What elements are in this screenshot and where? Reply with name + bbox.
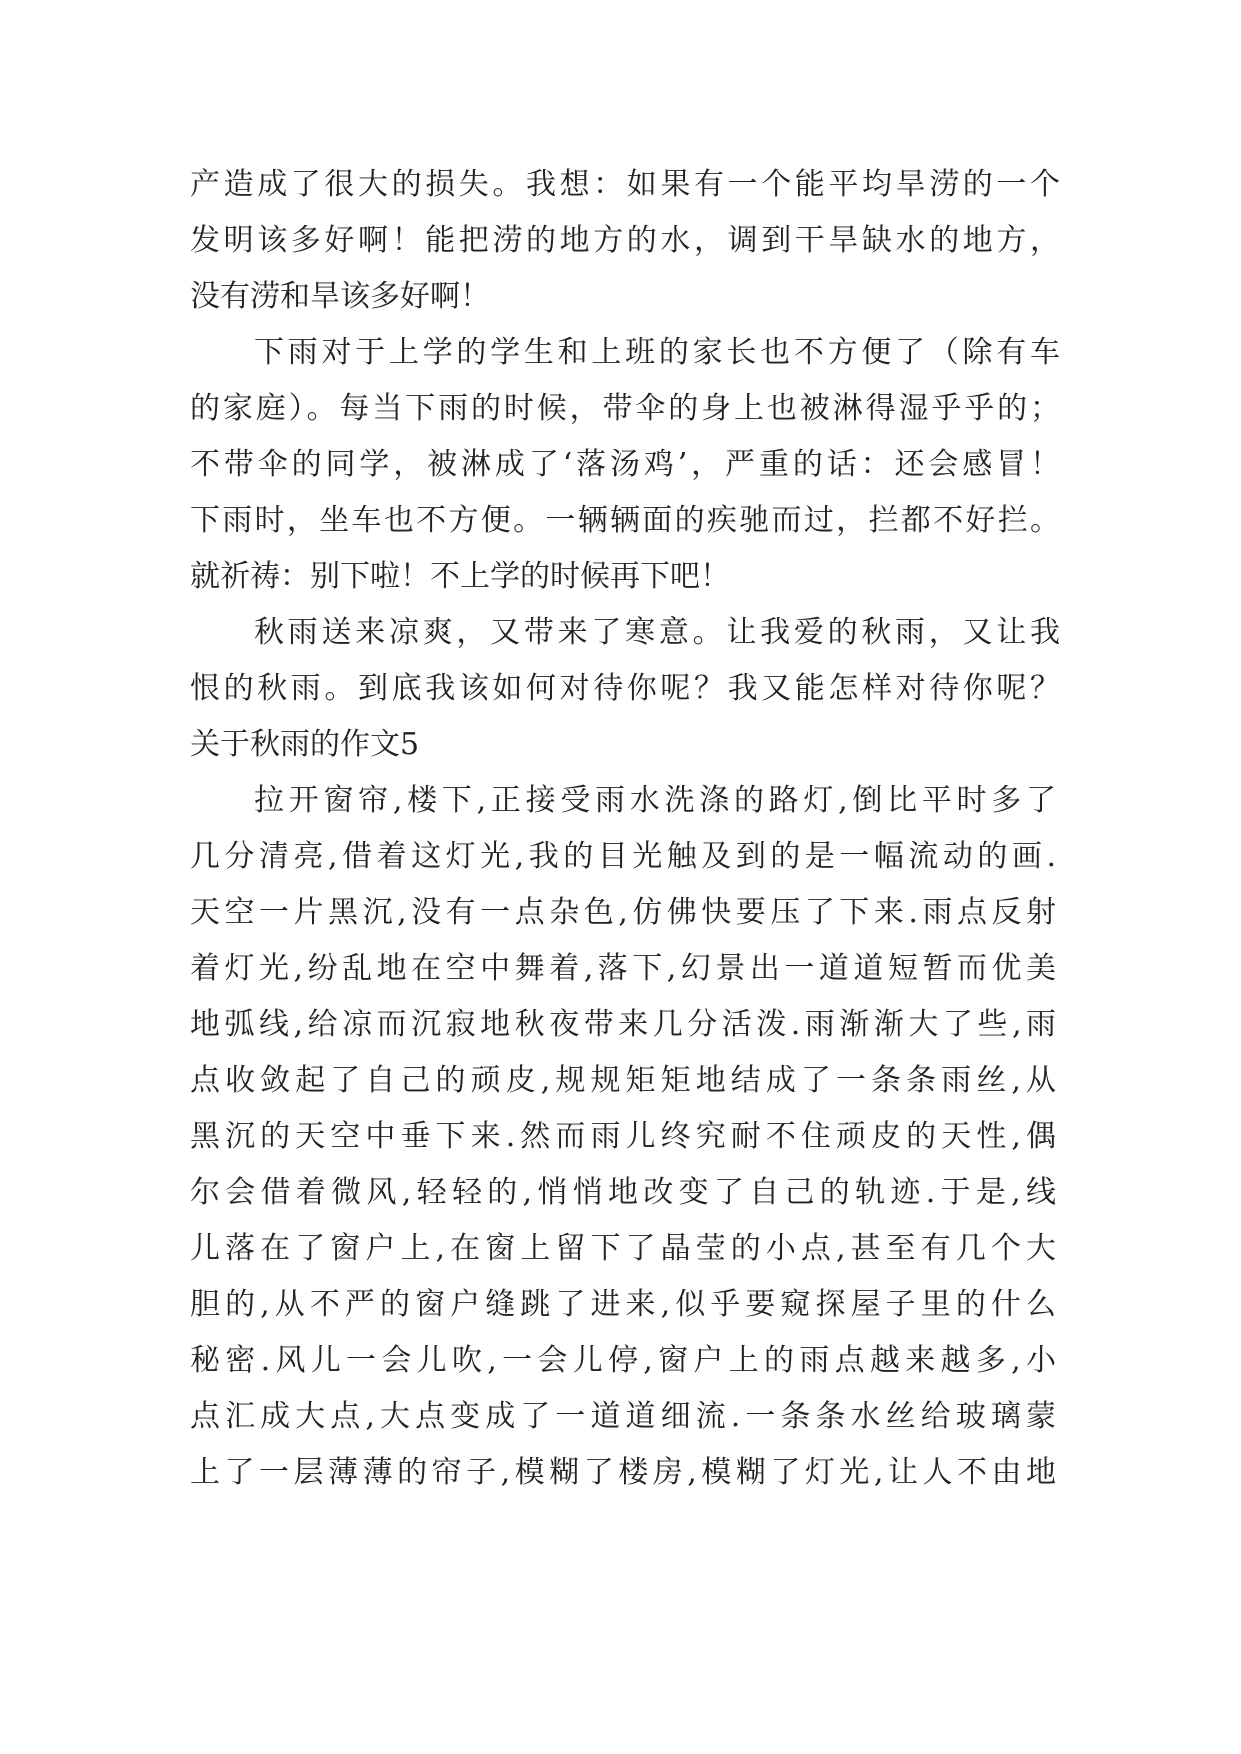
text-line: 儿落在了窗户上,在窗上留下了晶莹的小点,甚至有几个大 xyxy=(190,1231,1060,1266)
text-line: 发明该多好啊！能把涝的地方的水，调到干旱缺水的地方， xyxy=(190,223,1060,258)
text-line: 就祈祷：别下啦！不上学的时候再下吧！ xyxy=(190,559,730,594)
document-body xyxy=(190,163,1060,1507)
text-line: 点汇成大点,大点变成了一道道细流.一条条水丝给玻璃蒙 xyxy=(190,1399,1060,1434)
text-line: 秘密.风儿一会儿吹,一会儿停,窗户上的雨点越来越多,小 xyxy=(190,1343,1060,1378)
text-line: 不带伞的同学，被淋成了‘落汤鸡’，严重的话：还会感冒！ xyxy=(190,447,1060,482)
paragraph-first-line: 秋雨送来凉爽，又带来了寒意。让我爱的秋雨，又让我 xyxy=(254,615,1060,650)
text-line: 没有涝和旱该多好啊！ xyxy=(190,279,490,314)
text-line: 着灯光,纷乱地在空中舞着,落下,幻景出一道道短暂而优美 xyxy=(190,951,1060,986)
text-line: 恨的秋雨。到底我该如何对待你呢？我又能怎样对待你呢？ xyxy=(190,671,1060,706)
text-line: 下雨时，坐车也不方便。一辆辆面的疾驰而过，拦都不好拦。 xyxy=(190,503,1060,538)
text-line: 尔会借着微风,轻轻的,悄悄地改变了自己的轨迹.于是,线 xyxy=(190,1175,1060,1210)
section-heading: 关于秋雨的作文5 xyxy=(190,727,420,762)
text-line: 地弧线,给凉而沉寂地秋夜带来几分活泼.雨渐渐大了些,雨 xyxy=(190,1007,1060,1042)
text-line: 胆的,从不严的窗户缝跳了进来,似乎要窥探屋子里的什么 xyxy=(190,1287,1060,1322)
text-line: 的家庭）。每当下雨的时候，带伞的身上也被淋得湿乎乎的； xyxy=(190,391,1060,426)
paragraph-first-line: 拉开窗帘,楼下,正接受雨水洗涤的路灯,倒比平时多了 xyxy=(254,783,1060,818)
text-line: 产造成了很大的损失。我想：如果有一个能平均旱涝的一个 xyxy=(190,167,1060,202)
text-line: 天空一片黑沉,没有一点杂色,仿佛快要压了下来.雨点反射 xyxy=(190,895,1060,930)
text-line: 上了一层薄薄的帘子,模糊了楼房,模糊了灯光,让人不由地 xyxy=(190,1455,1060,1490)
text-line: 几分清亮,借着这灯光,我的目光触及到的是一幅流动的画. xyxy=(190,839,1060,874)
text-line: 黑沉的天空中垂下来.然而雨儿终究耐不住顽皮的天性,偶 xyxy=(190,1119,1060,1154)
paragraph-first-line: 下雨对于上学的学生和上班的家长也不方便了（除有车 xyxy=(254,335,1060,370)
text-line: 点收敛起了自己的顽皮,规规矩矩地结成了一条条雨丝,从 xyxy=(190,1063,1060,1098)
